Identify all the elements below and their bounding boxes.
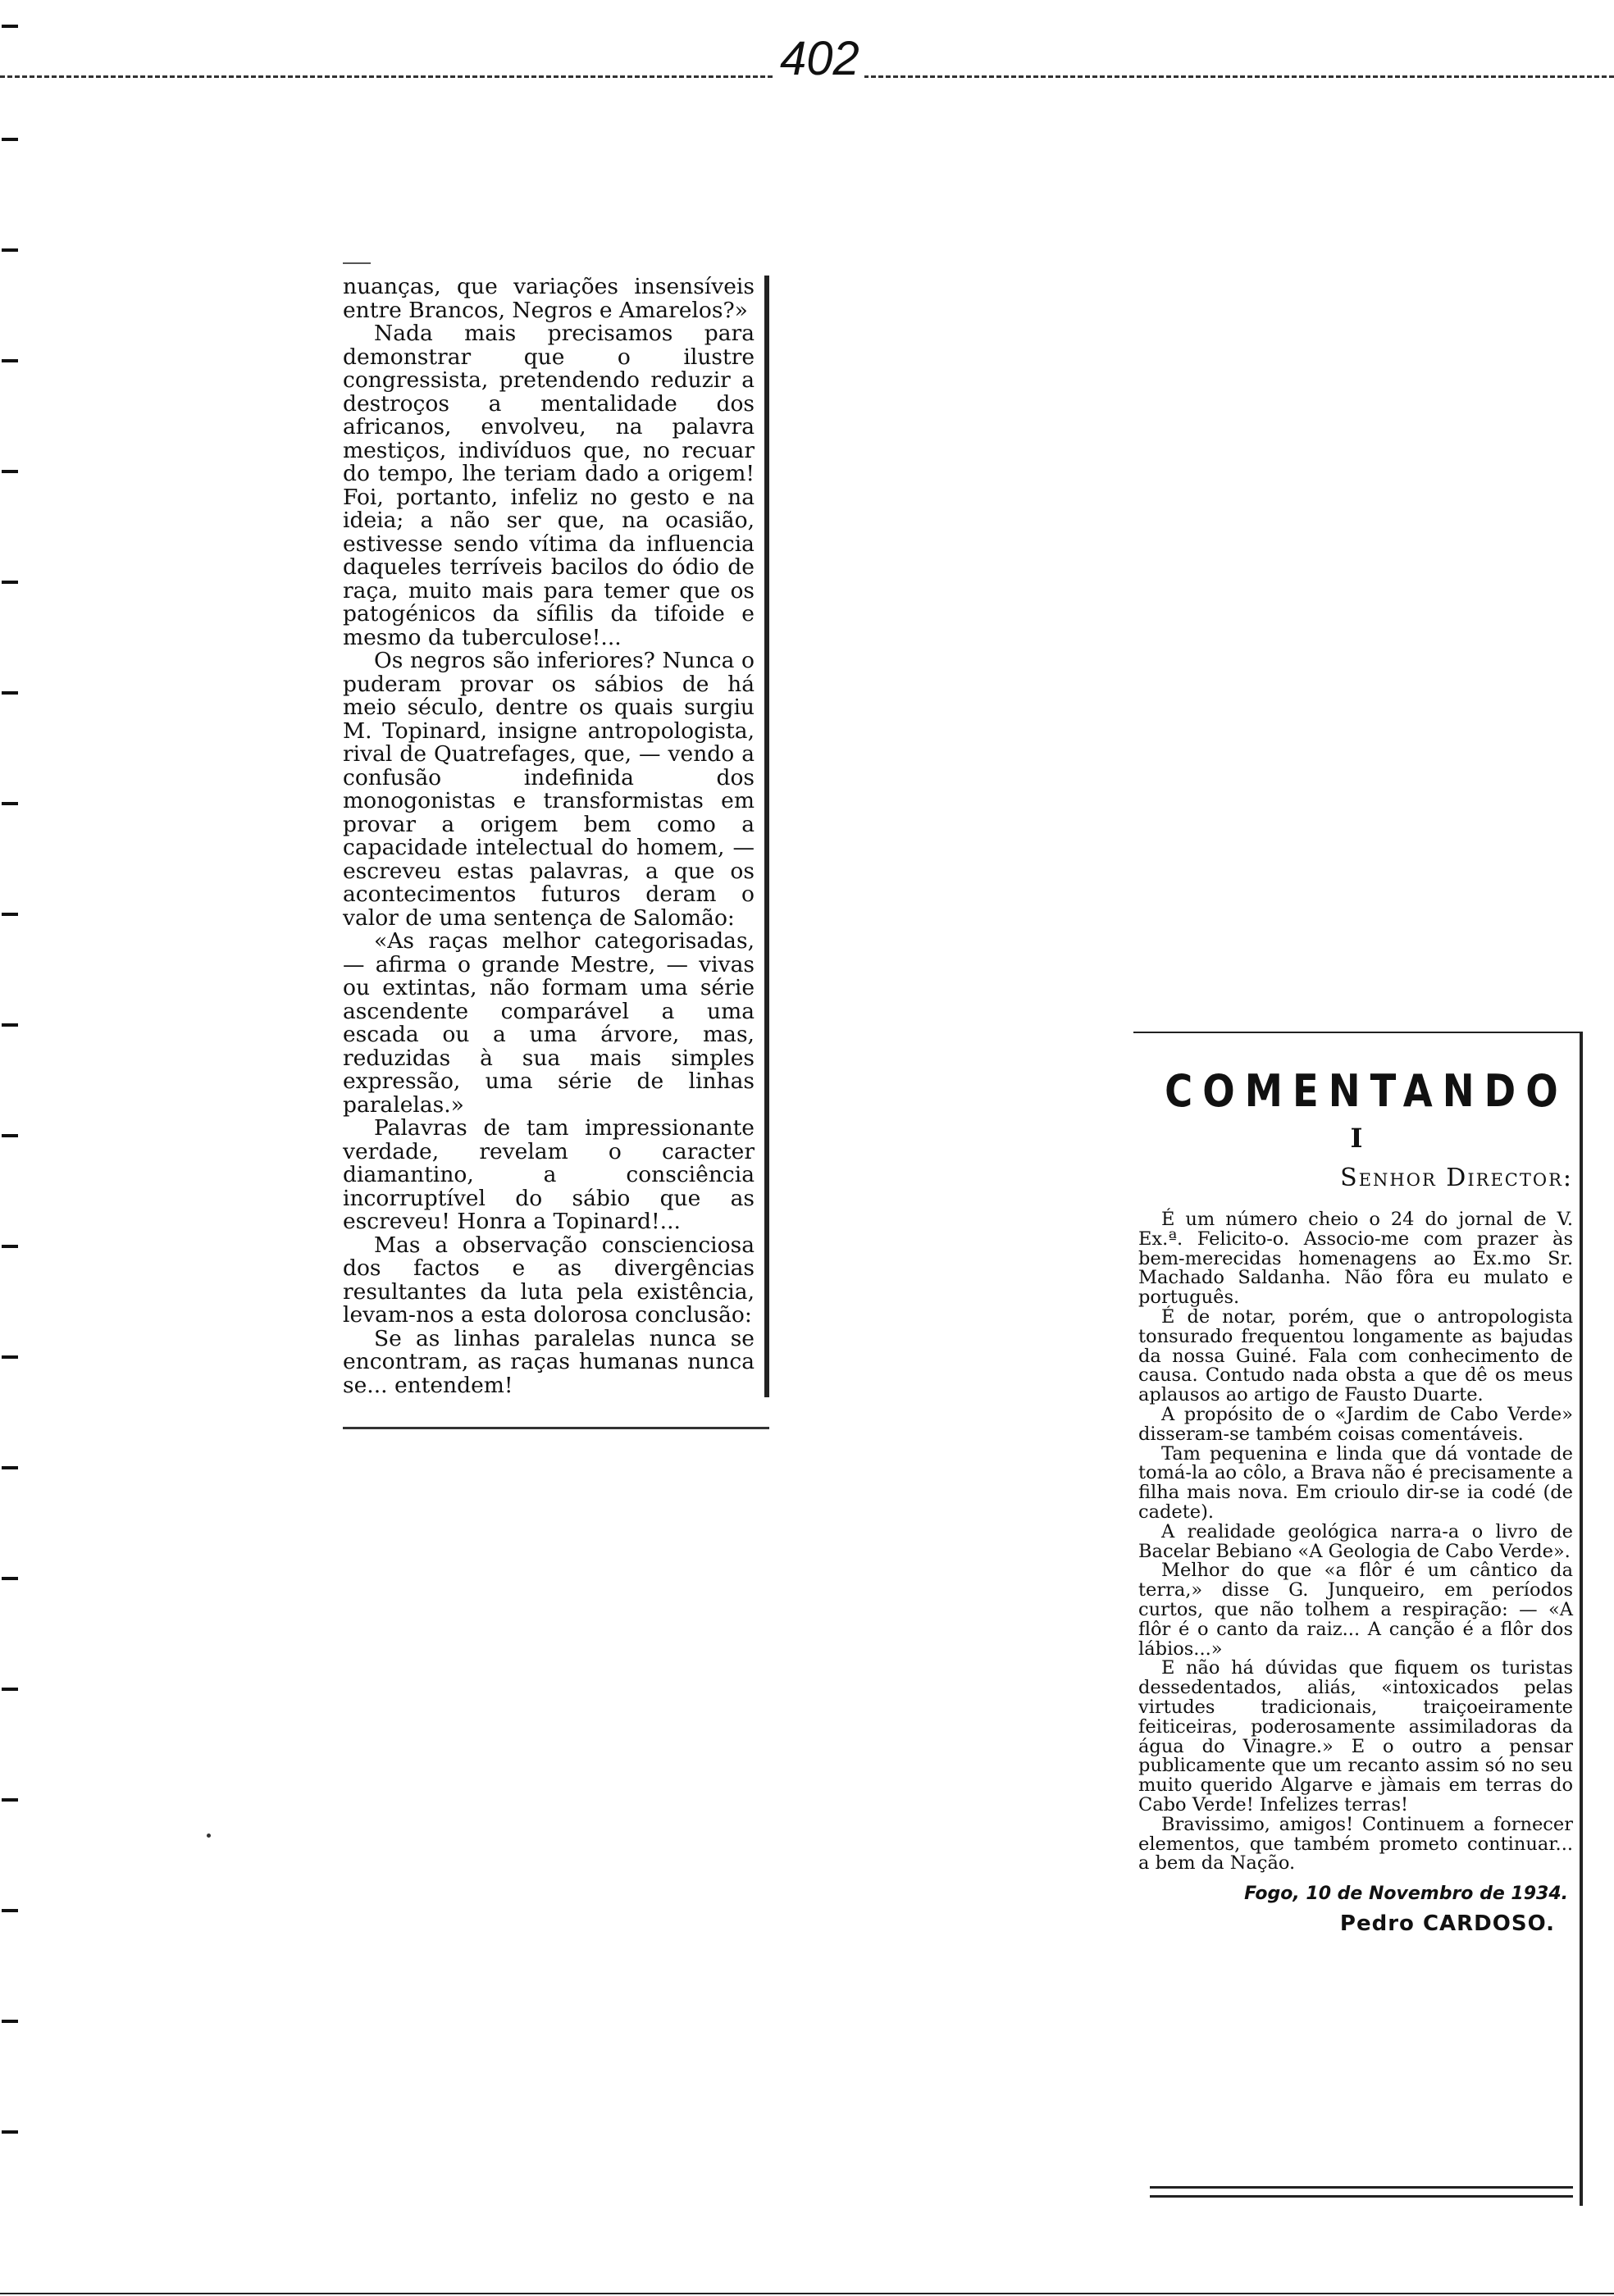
margin-mark [2, 2020, 18, 2023]
article-headline: COMENTANDO [1165, 1065, 1568, 1117]
closing-double-rule [1150, 2186, 1573, 2198]
margin-mark [2, 248, 18, 252]
article-body [1133, 1210, 1580, 1874]
speck [207, 1834, 211, 1838]
margin-mark [2, 138, 18, 141]
paragraph: E não há dúvidas que fiquem os turistas dessedentados, aliás, «intoxicados pelas virtudes tradicionais, traiçoeiramente feiticeiras, poderosamente assimiladoras da água do Vinagre.» E o outro a pensar publicamente que um recanto assim só no seu muito querido Algarve e jàmais em terras do Cabo Verde! Infelizes terras! [1138, 1657, 1573, 1815]
margin-mark [2, 1134, 18, 1137]
margin-mark [2, 1798, 18, 1802]
paragraph: Se as linhas paralelas nunca se encontram, as raças humanas nunca se... entendem! [343, 1325, 755, 1398]
signature: Pedro CARDOSO. [1339, 1911, 1555, 1937]
margin-mark [2, 802, 18, 805]
clipping-top-rule [1133, 1032, 1580, 1033]
paragraph: Mas a observação conscienciosa dos factos e as divergências resultantes da luta pela existência, levam-nos a esta dolorosa conclusão: [343, 1232, 755, 1328]
margin-mark [2, 581, 18, 584]
margin-mark [2, 1909, 18, 1912]
right-clipping [1133, 1032, 1583, 2206]
clipping-end-rule [343, 1427, 769, 1429]
paragraph: É um número cheio o 24 do jornal de V. Ex.ª. Felicito-o. Associo-me com prazer às bem-merecidas homenagens ao Ex.mo Sr. Machado Saldanha. Não fôra eu mulato e português. [1138, 1209, 1573, 1309]
margin-mark [2, 1023, 18, 1027]
margin-mark [2, 1245, 18, 1248]
bottom-rule [0, 2293, 1614, 2294]
quotation: «As raças melhor categorisadas, — afirma o grande Mestre, — vivas ou extintas, não formam uma série ascendente comparável a uma escada ou a uma árvore, mas, reduzidas à sua mais simples expressão, uma série de linhas paralelas.» [343, 928, 755, 1118]
margin-mark [2, 1688, 18, 1691]
paragraph: Melhor do que «a flôr é um cântico da terra,» disse G. Junqueiro, em períodos curtos, que não tolhem a respiração: — «A flôr é o canto da raiz... A canção é a flôr dos lábios...» [1138, 1560, 1573, 1660]
clipping-dash [343, 262, 371, 264]
left-clipping [343, 262, 769, 1429]
paragraph: Tam pequenina e linda que dá vontade de tomá-la ao côlo, a Brava não é precisamente a filha mais nova. Em crioulo dir-se ia codé (de cadete). [1138, 1442, 1573, 1523]
margin-mark [2, 25, 18, 28]
margin-mark [2, 1466, 18, 1469]
dateline: Fogo, 10 de Novembro de 1934. [1244, 1884, 1568, 1905]
paragraph: Os negros são inferiores? Nunca o puderam provar os sábios de há meio século, dentre os quais surgiu M. Topinard, insigne antropologista, rival de Quatrefages, que, — vendo a confusão indefinida dos monogonistas e transformistas em provar a origem bem como a capacidade intelectual do homem, — escreveu estas palavras, a que os acontecimentos futuros deram o valor de uma sentença de Salomão: [343, 648, 755, 931]
margin-mark [2, 2130, 18, 2134]
paragraph: Palavras de tam impressionante verdade, revelam o caracter diamantino, a consciência incorruptível do sábio que as escreveu! Honra a Topinard!... [343, 1115, 755, 1234]
paragraph: A realidade geológica narra-a o livro de Bacelar Bebiano «A Geologia de Cabo Verde». [1138, 1520, 1573, 1562]
paragraph: nuanças, que variações insensíveis entre Brancos, Negros e Amarelos?» [343, 274, 755, 323]
margin-mark [2, 1355, 18, 1359]
page-number: 402 [775, 31, 864, 86]
left-column [343, 276, 769, 1397]
margin-mark [2, 359, 18, 362]
margin-mark [2, 470, 18, 473]
salutation: Senhor Director: [1340, 1164, 1573, 1192]
paragraph: É de notar, porém, que o antropologista tonsurado frequentou longamente as bajudas da nossa Guiné. Fala com conhecimento de causa. Contudo nada obsta a que dê os meus aplausos ao artigo de Fausto Duarte. [1138, 1305, 1573, 1406]
section-numeral: I [1350, 1123, 1363, 1154]
margin-mark [2, 1577, 18, 1580]
paragraph: Bravissimo, amigos! Continuem a fornecer elementos, que também prometo continuar... a bem da Nação. [1138, 1813, 1573, 1875]
paragraph: A propósito de o «Jardim de Cabo Verde» disseram-se também coisas comentáveis. [1138, 1403, 1573, 1445]
margin-mark [2, 913, 18, 916]
paragraph: Nada mais precisamos para demonstrar que o ilustre congressista, pretendendo reduzir a destroços a mentalidade dos africanos, envolveu, na palavra mestiços, indivíduos que, no recuar do tempo, lhe teriam dado a origem! Foi, portanto, infeliz no gesto e na ideia; a não ser que, na ocasião, estivesse sendo vítima da influencia daqueles terríveis bacilos do ódio de raça, muito mais para temer que os patogénicos da sífilis da tifoide e mesmo da tuberculose!... [343, 321, 755, 650]
margin-mark [2, 691, 18, 695]
